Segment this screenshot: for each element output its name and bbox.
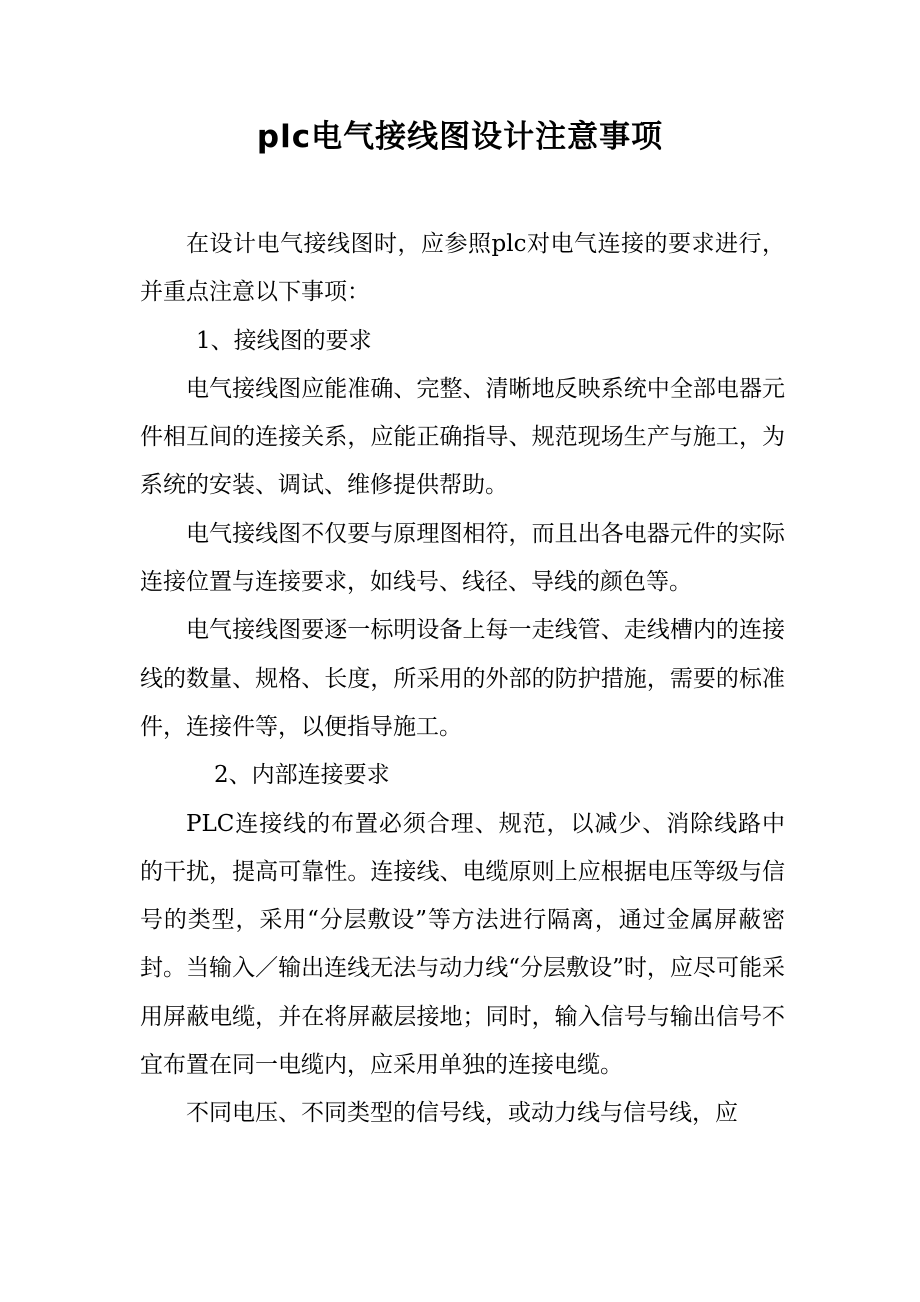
paragraph-wiring-requirements-3: 电气接线图要逐一标明设备上每一走线管、走线槽内的连接线的数量、规格、长度，所采用的外部的防护措施，需要的标准件，连接件等，以便指导施工。 <box>140 617 785 740</box>
intro-paragraph: 在设计电气接线图时，应参照plc对电气连接的要求进行，并重点注意以下事项： <box>140 231 785 306</box>
section-heading-2: 2、内部连接要求 <box>214 762 390 789</box>
paragraph-wiring-requirements-1: 电气接线图应能准确、完整、清晰地反映系统中全部电器元件相互间的连接关系，应能正确指导、规范现场生产与施工，为系统的安装、调试、维修提供帮助。 <box>140 375 785 499</box>
paragraph-wiring-requirements-2: 电气接线图不仅要与原理图相符，而且出各电器元件的实际连接位置与连接要求，如线号、线径、导线的颜色等。 <box>140 520 785 596</box>
document-title: plc电气接线图设计注意事项 <box>256 119 664 155</box>
paragraph-internal-connection-2: 不同电压、不同类型的信号线，或动力线与信号线，应 <box>186 1100 738 1127</box>
paragraph-internal-connection-1: PLC连接线的布置必须合理、规范，以减少、消除线路中的干扰，提高可靠性。连接线、电缆原则上应根据电压等级与信号的类型，采用“分层敷设”等方法进行隔离，通过金属屏蔽密封。当输入／输出连线无法与动力线“分层敷设”时，应尽可能采用屏蔽电缆，并在将屏蔽层接地；同时，输入信号与输出信号不宜布置在同一电缆内，应采用单独的连接电缆。 <box>140 810 785 1079</box>
section-heading-1: 1、接线图的要求 <box>196 327 372 354</box>
document-body <box>140 220 785 1138</box>
